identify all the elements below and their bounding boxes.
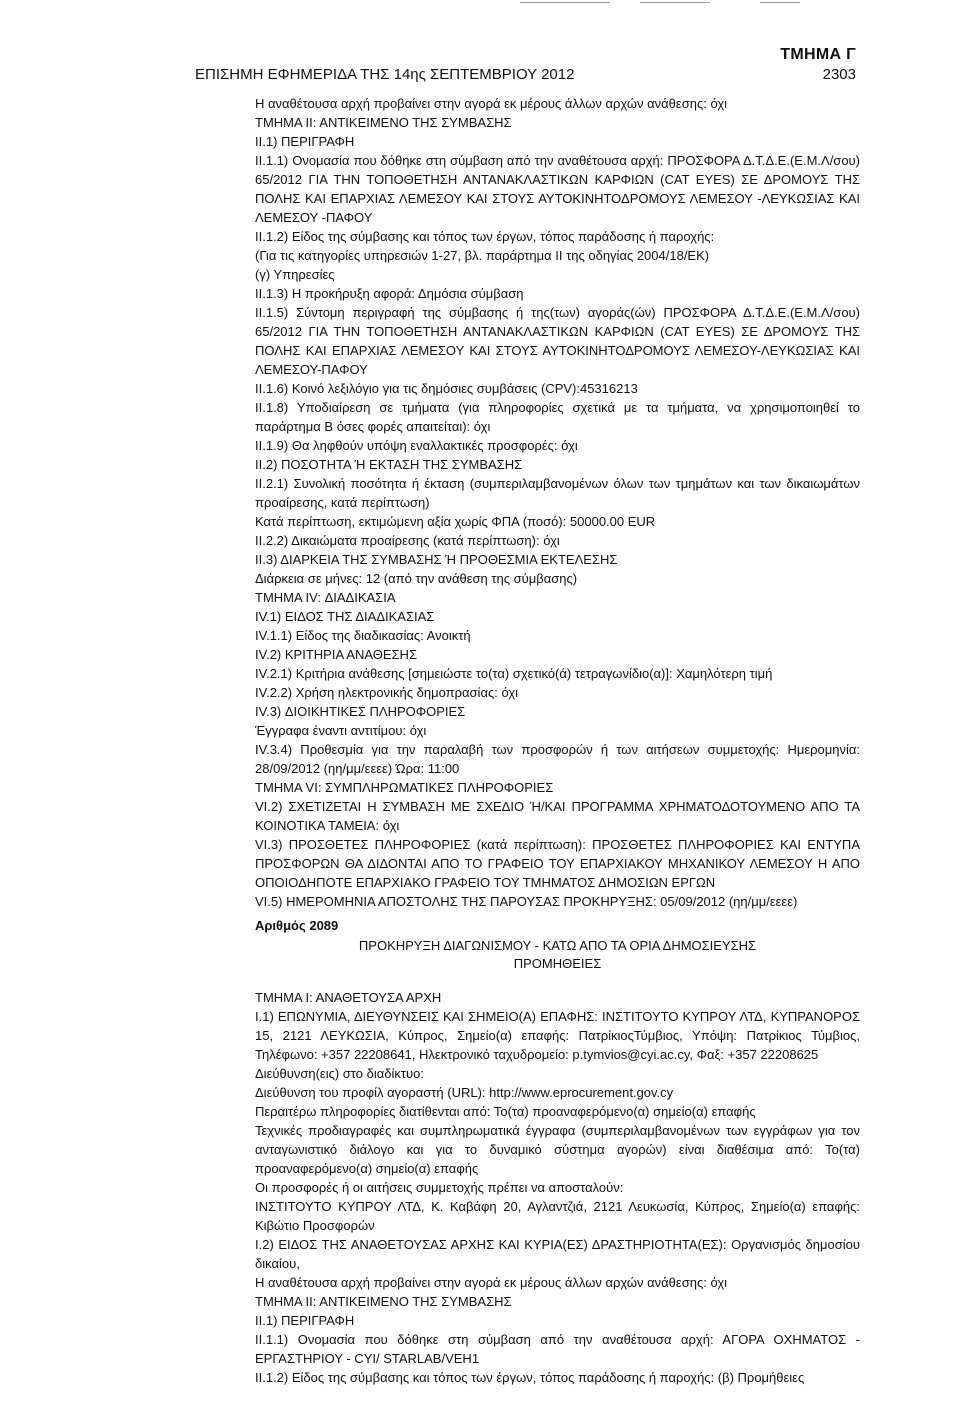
text-line: IV.1) ΕΙΔΟΣ ΤΗΣ ΔΙΑΔΙΚΑΣΙΑΣ: [255, 609, 435, 624]
text-line: Ι.2) ΕΙΔΟΣ ΤΗΣ ΑΝΑΘΕΤΟΥΣΑΣ ΑΡΧΗΣ ΚΑΙ ΚΥΡΙΑ(ΕΣ) ΔΡΑΣΤΗΡΙΟΤΗΤΑ(ΕΣ): Οργανισμός δημοσίου δικαίου,: [255, 1237, 860, 1271]
text-line: ΙΙ.1.5) Σύντομη περιγραφή της σύμβασης ή της(των) αγοράς(ών) ΠΡΟΣΦΟΡΑ Δ.Τ.Δ.Ε.(Ε.Μ.Λ/σου) 65/2012 ΓΙΑ ΤΗΝ ΤΟΠΟΘΕΤΗΣΗ ΑΝΤΑΝΑΚΛΑΣΤΙΚΩΝ ΚΑΡΦΙΩΝ (CAT EYES) ΣΕ ΔΡΟΜΟΥΣ ΤΗΣ ΠΟΛΗΣ ΚΑΙ ΕΠΑΡΧΙΑΣ ΛΕΜΕΣΟΥ ΚΑΙ ΣΤΟΥΣ ΑΥΤΟΚΙΝΗΤΟΔΡΟΜΟΥΣ ΛΕΜΕΣΟΥ-ΛΕΥΚΩΣΙΑΣ ΚΑΙ ΛΕΜΕΣΟΥ-ΠΑΦΟΥ: [255, 305, 860, 377]
text-line: Ι.1) ΕΠΩΝΥΜΙΑ, ΔΙΕΥΘΥΝΣΕΙΣ ΚΑΙ ΣΗΜΕΙΟ(Α) ΕΠΑΦΗΣ: ΙΝΣΤΙΤΟΥΤΟ ΚΥΠΡΟΥ ΛΤΔ, ΚΥΠΡΑΝΟΡΟΣ 15, 2121 ΛΕΥΚΩΣΙΑ, Κύπρος, Σημείο(α) επαφής: ΠατρίκιοςΤύμβιος, Υπόψη: Πατρίκιος Τύμβιος, Τηλέφωνο: +357 22208641, Ηλεκτρονικό ταχυδρομείο: p.tymvios@cyi.ac.cy, Φαξ: +357 22208625: [255, 1009, 860, 1062]
text-line: ΙΝΣΤΙΤΟΥΤΟ ΚΥΠΡΟΥ ΛΤΔ, Κ. Καβάφη 20, Αγλαντζιά, 2121 Λευκωσία, Κύπρος, Σημείο(α) επαφής: Κιβώτιο Προσφορών: [255, 1199, 860, 1233]
text-line: ΙΙ.2.1) Συνολική ποσότητα ή έκταση (συμπεριλαμβανομένων όλων των τμημάτων και των δικαιωμάτων προαίρεσης, κατά περίπτωση): [255, 476, 860, 510]
text-line: IV.3.4) Προθεσμία για την παραλαβή των προσφορών ή των αιτήσεων συμμετοχής: Ημερομηνία: 28/09/2012 (ηη/μμ/εεεε) Ώρα: 11:00: [255, 742, 860, 776]
text-line: Διεύθυνση του προφίλ αγοραστή (URL): http://www.eprocurement.gov.cy: [255, 1085, 674, 1100]
text-line: (Για τις κατηγορίες υπηρεσιών 1-27, βλ. παράρτημα ΙΙ της οδηγίας 2004/18/ΕΚ): [255, 248, 710, 263]
text-line: ΙΙ.1) ΠΕΡΙΓΡΑΦΗ: [255, 1313, 355, 1328]
notice-heading: [255, 937, 860, 973]
notice-body: [255, 988, 860, 1387]
page-number: 2303: [822, 66, 856, 83]
scan-artifact: [520, 2, 610, 3]
text-line: Τεχνικές προδιαγραφές και συμπληρωματικά έγγραφα (συμπεριλαμβανομένων των εγγράφων για τον ανταγωνιστικό διάλογο και για το δυναμικό σύστημα αγορών) είναι διαθέσιμα από: Το(τα) προαναφερόμενο(α) σημείο(α) επαφής: [255, 1123, 860, 1176]
text-line: ΙΙ.2.2) Δικαιώματα προαίρεσης (κατά περίπτωση): όχι: [255, 533, 560, 548]
text-line: VI.2) ΣΧΕΤΙΖΕΤΑΙ Η ΣΥΜΒΑΣΗ ΜΕ ΣΧΕΔΙΟ Ή/ΚΑΙ ΠΡΟΓΡΑΜΜΑ ΧΡΗΜΑΤΟΔΟΤΟΥΜΕΝΟ ΑΠΟ ΤΑ ΚΟΙΝΟΤΙΚΑ ΤΑΜΕΙΑ: όχι: [255, 799, 860, 833]
text-line: ΙΙ.3) ΔΙΑΡΚΕΙΑ ΤΗΣ ΣΥΜΒΑΣΗΣ Ή ΠΡΟΘΕΣΜΙΑ ΕΚΤΕΛΕΣΗΣ: [255, 552, 618, 567]
text-line: Περαιτέρω πληροφορίες διατίθενται από: Το(τα) προαναφερόμενο(α) σημείο(α) επαφής: [255, 1104, 756, 1119]
text-line: ΙΙ.1) ΠΕΡΙΓΡΑΦΗ: [255, 134, 355, 149]
text-line: IV.2.2) Χρήση ηλεκτρονικής δημοπρασίας: όχι: [255, 685, 519, 700]
text-line: Διεύθυνση(εις) στο διαδίκτυο:: [255, 1066, 424, 1081]
text-line: Κατά περίπτωση, εκτιμώμενη αξία χωρίς ΦΠΑ (ποσό): 50000.00 EUR: [255, 514, 656, 529]
gazette-title: ΕΠΙΣΗΜΗ ΕΦΗΜΕΡΙΔΑ ΤΗΣ 14ης ΣΕΠΤΕΜΒΡΙΟΥ 2012: [195, 66, 575, 83]
text-line: ΙΙ.1.1) Ονομασία που δόθηκε στη σύμβαση από την αναθέτουσα αρχή: ΑΓΟΡΑ ΟΧΗΜΑΤΟΣ - ΕΡΓΑΣΤΗΡΙΟΥ - CYI/ STARLAB/VEH1: [255, 1332, 860, 1366]
section-label: ΤΜΗΜΑ Γ: [780, 46, 856, 63]
text-line: Η αναθέτουσα αρχή προβαίνει στην αγορά εκ μέρους άλλων αρχών ανάθεσης: όχι: [255, 1275, 728, 1290]
text-line: IV.1.1) Είδος της διαδικασίας: Ανοικτή: [255, 628, 471, 643]
text-line: ΙΙ.1.6) Κοινό λεξιλόγιο για τις δημόσιες συμβάσεις (CPV):45316213: [255, 381, 638, 396]
text-line: Διάρκεια σε μήνες: 12 (από την ανάθεση της σύμβασης): [255, 571, 578, 586]
scan-artifact: [760, 2, 800, 3]
text-line: ΙΙ.1.3) Η προκήρυξη αφορά: Δημόσια σύμβαση: [255, 286, 524, 301]
gazette-header: [195, 66, 856, 83]
text-line: VI.5) ΗΜΕΡΟΜΗΝΙΑ ΑΠΟΣΤΟΛΗΣ ΤΗΣ ΠΑΡΟΥΣΑΣ ΠΡΟΚΗΡΥΞΗΣ: 05/09/2012 (ηη/μμ/εεεε): [255, 894, 798, 909]
text-line: ΙΙ.1.2) Είδος της σύμβασης και τόπος των έργων, τόπος παράδοσης ή παροχής: (β) Προμήθειες: [255, 1370, 805, 1385]
text-line: IV.2) ΚΡΙΤΗΡΙΑ ΑΝΑΘΕΣΗΣ: [255, 647, 417, 662]
text-line: VI.3) ΠΡΟΣΘΕΤΕΣ ΠΛΗΡΟΦΟΡΙΕΣ (κατά περίπτωση): ΠΡΟΣΘΕΤΕΣ ΠΛΗΡΟΦΟΡΙΕΣ ΚΑΙ ΕΝΤΥΠΑ ΠΡΟΣΦΟΡΩΝ ΘΑ ΔΙΔΟΝΤΑΙ ΑΠΟ ΤΟ ΓΡΑΦΕΙΟ ΤΟΥ ΕΠΑΡΧΙΑΚΟΥ ΜΗΧΑΝΙΚΟΥ ΛΕΜΕΣΟΥ Η ΑΠΟ ΟΠΟΙΟΔΗΠΟΤΕ ΕΠΑΡΧΙΑΚΟ ΓΡΑΦΕΙΟ ΤΟΥ ΤΜΗΜΑΤΟΣ ΔΗΜΟΣΙΩΝ ΕΡΓΩΝ: [255, 837, 860, 890]
notice-number: Αριθμός 2089: [255, 918, 339, 933]
scan-artifact: [640, 2, 710, 3]
text-line: ΤΜΗΜΑ VI: ΣΥΜΠΛΗΡΩΜΑΤΙΚΕΣ ΠΛΗΡΟΦΟΡΙΕΣ: [255, 780, 554, 795]
text-line: ΤΜΗΜΑ ΙΙ: ΑΝΤΙΚΕΙΜΕΝΟ ΤΗΣ ΣΥΜΒΑΣΗΣ: [255, 1294, 512, 1309]
text-line: ΙΙ.1.8) Υποδιαίρεση σε τμήματα (για πληροφορίες σχετικά με τα τμήματα, να χρησιμοποιηθεί το παράρτημα Β όσες φορές απαιτείται): όχι: [255, 400, 860, 434]
text-line: (γ) Υπηρεσίες: [255, 267, 335, 282]
text-line: ΤΜΗΜΑ Ι: ΑΝΑΘΕΤΟΥΣΑ ΑΡΧΗ: [255, 990, 442, 1005]
text-line: ΙΙ.1.9) Θα ληφθούν υπόψη εναλλακτικές προσφορές: όχι: [255, 438, 578, 453]
notice-subtitle: ΠΡΟΜΗΘΕΙΕΣ: [513, 956, 602, 971]
text-line: IV.3) ΔΙΟΙΚΗΤΙΚΕΣ ΠΛΗΡΟΦΟΡΙΕΣ: [255, 704, 466, 719]
text-line: ΙΙ.2) ΠΟΣΟΤΗΤΑ Ή ΕΚΤΑΣΗ ΤΗΣ ΣΥΜΒΑΣΗΣ: [255, 457, 523, 472]
notice-title: ΠΡΟΚΗΡΥΞΗ ΔΙΑΓΩΝΙΣΜΟΥ - ΚΑΤΩ ΑΠΟ ΤΑ ΟΡΙΑ ΔΗΜΟΣΙΕΥΣΗΣ: [358, 938, 757, 953]
text-line: ΤΜΗΜΑ ΙΙ: ΑΝΤΙΚΕΙΜΕΝΟ ΤΗΣ ΣΥΜΒΑΣΗΣ: [255, 115, 512, 130]
text-line: ΤΜΗΜΑ IV: ΔΙΑΔΙΚΑΣΙΑ: [255, 590, 396, 605]
text-line: Η αναθέτουσα αρχή προβαίνει στην αγορά εκ μέρους άλλων αρχών ανάθεσης: όχι: [255, 96, 728, 111]
notice-continuation: [255, 94, 860, 911]
text-line: ΙΙ.1.1) Ονομασία που δόθηκε στη σύμβαση από την αναθέτουσα αρχή: ΠΡΟΣΦΟΡΑ Δ.Τ.Δ.Ε.(Ε.Μ.Λ/σου) 65/2012 ΓΙΑ ΤΗΝ ΤΟΠΟΘΕΤΗΣΗ ΑΝΤΑΝΑΚΛΑΣΤΙΚΩΝ ΚΑΡΦΙΩΝ (CAT EYES) ΣΕ ΔΡΟΜΟΥΣ ΤΗΣ ΠΟΛΗΣ ΚΑΙ ΕΠΑΡΧΙΑΣ ΛΕΜΕΣΟΥ ΚΑΙ ΣΤΟΥΣ ΑΥΤΟΚΙΝΗΤΟΔΡΟΜΟΥΣ ΛΕΜΕΣΟΥ -ΛΕΥΚΩΣΙΑΣ ΚΑΙ ΛΕΜΕΣΟΥ -ΠΑΦΟΥ: [255, 153, 860, 225]
text-line: IV.2.1) Κριτήρια ανάθεσης [σημειώστε το(τα) σχετικό(ά) τετραγωνίδιο(α)]: Χαμηλότερη τιμή: [255, 666, 773, 681]
text-line: ΙΙ.1.2) Είδος της σύμβασης και τόπος των έργων, τόπος παράδοσης ή παροχής:: [255, 229, 715, 244]
text-line: Οι προσφορές ή οι αιτήσεις συμμετοχής πρέπει να αποσταλούν:: [255, 1180, 624, 1195]
text-line: Έγγραφα έναντι αντιτίμου: όχι: [255, 723, 427, 738]
